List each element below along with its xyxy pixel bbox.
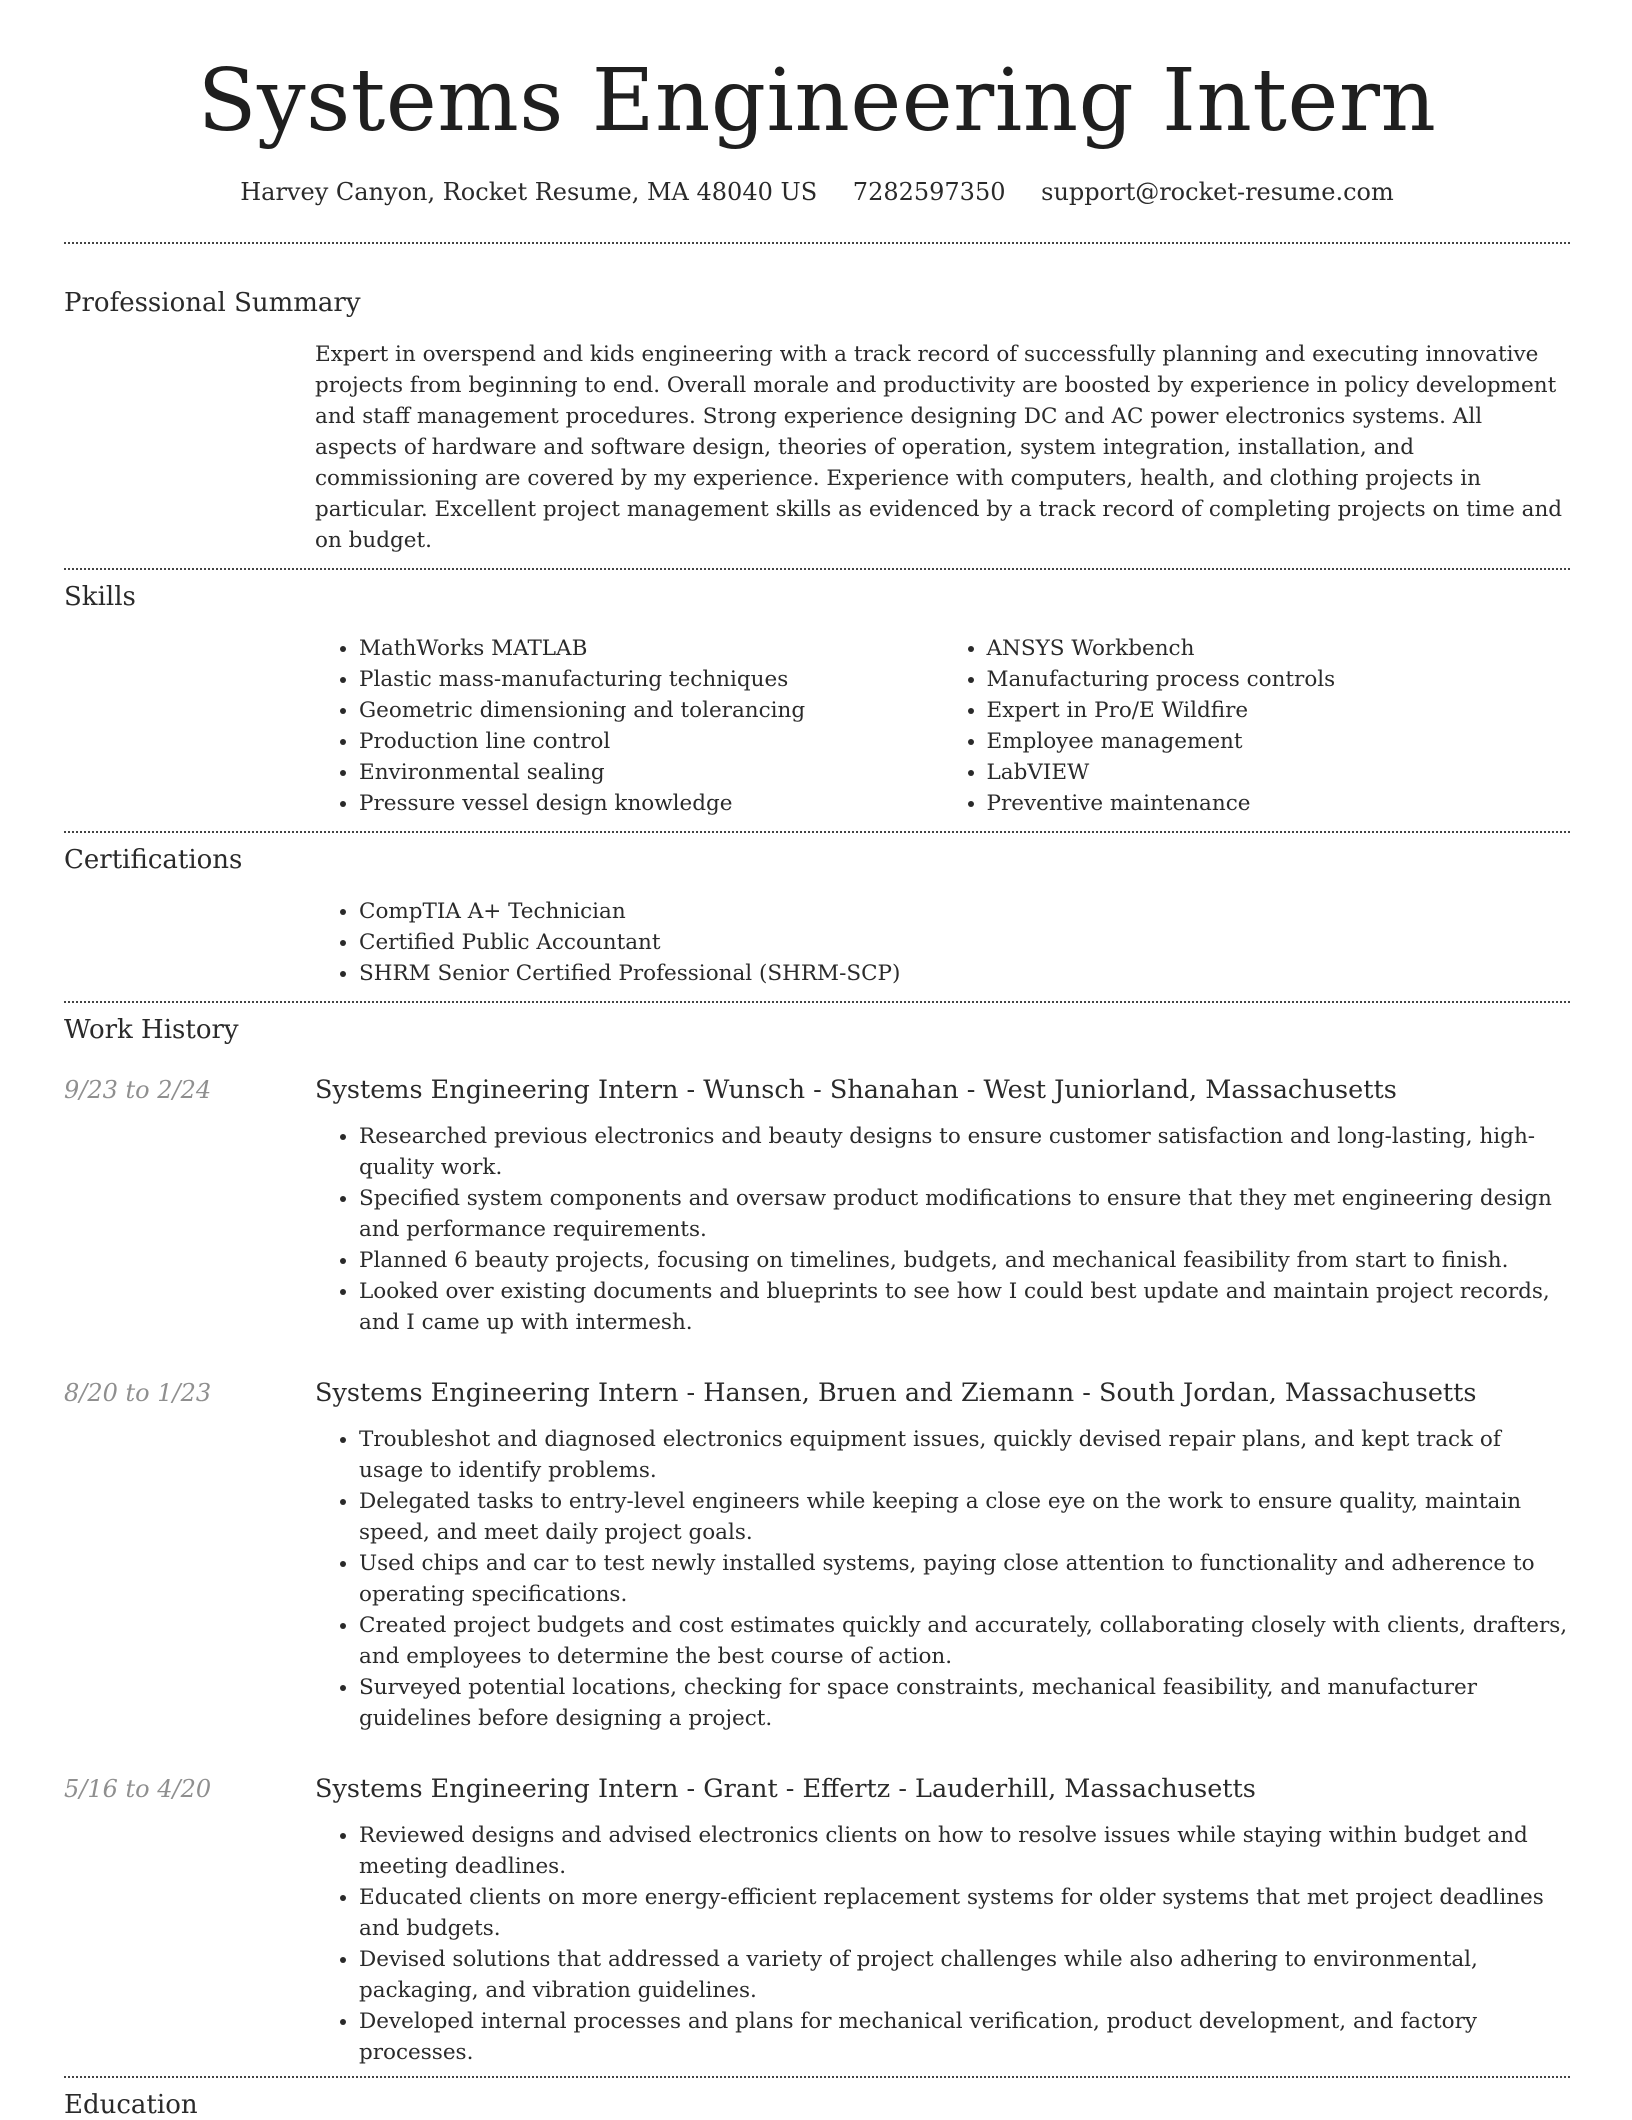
- job-bullets: [315, 1121, 1570, 1338]
- list-item: • Devised solutions that addressed a variety of project challenges while also adhering to environmental, packaging, and vibration guidelines.: [359, 1944, 1570, 2006]
- list-item: • Pressure vessel design knowledge: [359, 788, 943, 819]
- resume-page: [64, 0, 1570, 2120]
- list-item: • Looked over existing documents and blueprints to see how I could best update and maintain project records, and I came up with intermesh.: [359, 1276, 1570, 1338]
- list-item: • Created project budgets and cost estimates quickly and accurately, collaborating closely with clients, drafters, and employees to determine the best course of action.: [359, 1610, 1570, 1672]
- skills-section: [64, 570, 1570, 819]
- list-item: • Educated clients on more energy-efficient replacement systems for older systems that met project deadlines and budgets.: [359, 1882, 1570, 1944]
- list-item: • Specified system components and oversaw product modifications to ensure that they met engineering design and performance requirements.: [359, 1183, 1570, 1245]
- job-title: Systems Engineering Intern - Grant - Effertz - Lauderhill, Massachusetts: [315, 1774, 1256, 1804]
- phone: 7282597350: [852, 178, 1006, 206]
- job-title: Systems Engineering Intern - Wunsch - Shanahan - West Juniorland, Massachusetts: [315, 1075, 1397, 1105]
- job-dates: 8/20 to 1/23: [64, 1379, 212, 1407]
- job-body: [315, 1121, 1570, 1338]
- job-header: [64, 1075, 1570, 1105]
- candidate-name: Systems Engineering Intern: [197, 51, 1437, 151]
- list-item: • Certified Public Accountant: [359, 927, 1570, 958]
- list-item: • Developed internal processes and plans for mechanical verification, product development, and factory processes.: [359, 2006, 1570, 2068]
- list-item: • MathWorks MATLAB: [359, 633, 943, 664]
- list-item: • Environmental sealing: [359, 757, 943, 788]
- list-item: • LabVIEW: [987, 757, 1571, 788]
- contact-line: [64, 178, 1570, 206]
- list-item: • Used chips and car to test newly installed systems, paying close attention to functionality and adherence to operating specifications.: [359, 1548, 1570, 1610]
- job-entry: [64, 1774, 1570, 2068]
- job-header: [64, 1774, 1570, 1804]
- list-item: • Reviewed designs and advised electronics clients on how to resolve issues while staying within budget and meeting deadlines.: [359, 1820, 1570, 1882]
- list-item: • Expert in Pro/E Wildfire: [987, 695, 1571, 726]
- education-section: [64, 2078, 1570, 2120]
- job-title: Systems Engineering Intern - Hansen, Bruen and Ziemann - South Jordan, Massachusetts: [315, 1378, 1477, 1408]
- summary-text: Expert in overspend and kids engineering with a track record of successfully planning and executing innovative projects from beginning to end. Overall morale and productivity are boosted by experience in policy development and staff management procedures. Strong experience designing DC and AC power electronics systems. All aspects of hardware and software design, theories of operation, system integration, installation, and commissioning are covered by my experience. Experience with computers, health, and clothing projects in particular. Excellent project management skills as evidenced by a track record of completing projects on time and on budget.: [315, 342, 1563, 553]
- list-item: • Geometric dimensioning and tolerancing: [359, 695, 943, 726]
- skills-list-left: [315, 633, 943, 819]
- certifications-body: [315, 896, 1570, 989]
- job-header: [64, 1378, 1570, 1408]
- job-dates: 9/23 to 2/24: [64, 1076, 212, 1104]
- list-item: • Preventive maintenance: [987, 788, 1571, 819]
- section-title: Professional Summary: [64, 288, 361, 318]
- certifications-section: [64, 833, 1570, 989]
- list-item: • ANSYS Workbench: [987, 633, 1571, 664]
- section-title: Certifications: [64, 845, 243, 875]
- email: support@rocket-resume.com: [1041, 178, 1394, 206]
- skills-grid: [315, 633, 1570, 819]
- skills-list-right: [943, 633, 1571, 819]
- list-item: • Manufacturing process controls: [987, 664, 1571, 695]
- list-item: • Delegated tasks to entry-level engineers while keeping a close eye on the work to ensure quality, maintain speed, and meet daily project goals.: [359, 1486, 1570, 1548]
- list-item: • Plastic mass-manufacturing techniques: [359, 664, 943, 695]
- jobs-list: [64, 1075, 1570, 2068]
- section-title: Education: [64, 2090, 198, 2120]
- work-history-section: [64, 1003, 1570, 2068]
- job-body: [315, 1424, 1570, 1734]
- list-item: • Planned 6 beauty projects, focusing on timelines, budgets, and mechanical feasibility from start to finish.: [359, 1245, 1570, 1276]
- job-bullets: [315, 1424, 1570, 1734]
- job-entry: [64, 1075, 1570, 1338]
- job-body: [315, 1820, 1570, 2068]
- section-title: Skills: [64, 582, 136, 612]
- list-item: • Troubleshot and diagnosed electronics equipment issues, quickly devised repair plans, and kept track of usage to identify problems.: [359, 1424, 1570, 1486]
- address: Harvey Canyon, Rocket Resume, MA 48040 US: [240, 178, 818, 206]
- list-item: • Researched previous electronics and beauty designs to ensure customer satisfaction and long-lasting, high-quality work.: [359, 1121, 1570, 1183]
- list-item: • SHRM Senior Certified Professional (SHRM-SCP): [359, 958, 1570, 989]
- summary-section: [64, 244, 1570, 556]
- job-bullets: [315, 1820, 1570, 2068]
- list-item: • Surveyed potential locations, checking for space constraints, mechanical feasibility, and manufacturer guidelines before designing a project.: [359, 1672, 1570, 1734]
- list-item: • CompTIA A+ Technician: [359, 896, 1570, 927]
- list-item: • Employee management: [987, 726, 1571, 757]
- job-dates: 5/16 to 4/20: [64, 1775, 212, 1803]
- job-entry: [64, 1378, 1570, 1734]
- section-title: Work History: [64, 1015, 239, 1045]
- certifications-list: [315, 896, 1570, 989]
- list-item: • Production line control: [359, 726, 943, 757]
